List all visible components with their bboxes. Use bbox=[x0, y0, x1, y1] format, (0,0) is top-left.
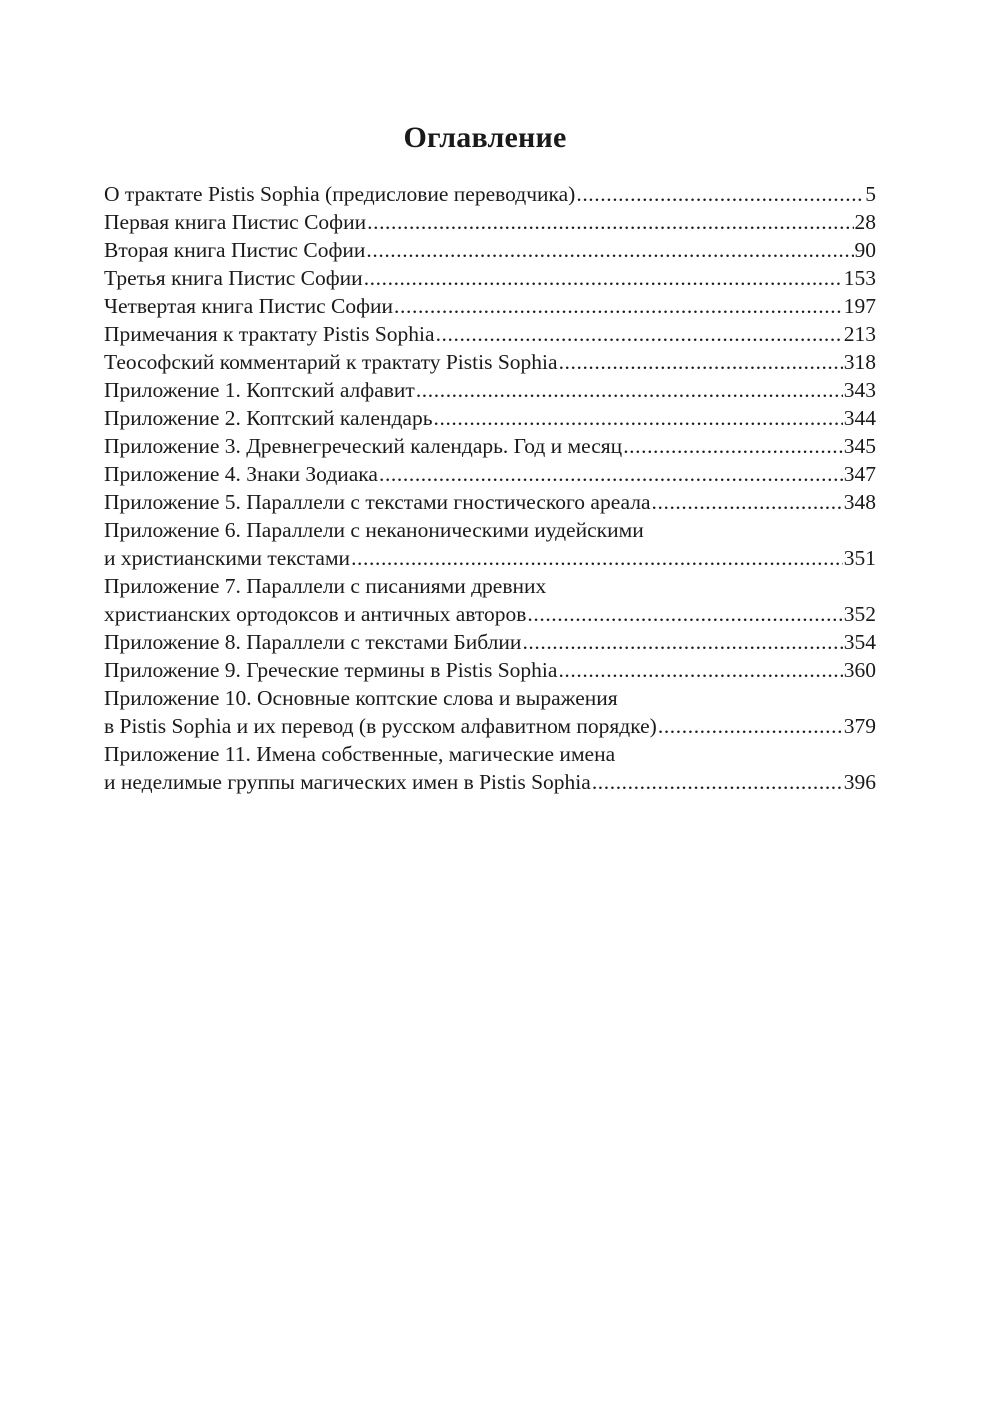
dot-leader bbox=[367, 208, 853, 236]
toc-entry-line bbox=[104, 180, 876, 208]
toc-entry-line bbox=[104, 432, 876, 460]
toc-entry[interactable] bbox=[104, 684, 876, 740]
toc-page-number: 90 bbox=[854, 238, 876, 262]
toc-entry-line bbox=[104, 292, 876, 320]
dot-leader bbox=[394, 292, 843, 320]
dot-leader bbox=[364, 264, 843, 292]
toc-entry[interactable] bbox=[104, 572, 876, 628]
toc-entry-title: Четвертая книга Пистис Софии bbox=[104, 294, 394, 318]
toc-entry-line bbox=[104, 488, 876, 516]
toc-entry-line bbox=[104, 404, 876, 432]
toc-entry[interactable] bbox=[104, 264, 876, 292]
dot-leader bbox=[559, 348, 843, 376]
dot-leader bbox=[416, 376, 843, 404]
toc-page-number: 347 bbox=[843, 462, 876, 486]
dot-leader bbox=[522, 628, 842, 656]
toc-page-number: 213 bbox=[843, 322, 876, 346]
toc-entry[interactable] bbox=[104, 488, 876, 516]
toc-entry-title: Приложение 1. Коптский алфавит bbox=[104, 378, 415, 402]
toc-page-number: 153 bbox=[843, 266, 876, 290]
dot-leader bbox=[366, 236, 853, 264]
toc-entry[interactable] bbox=[104, 348, 876, 376]
toc-page-number: 343 bbox=[843, 378, 876, 402]
dot-leader bbox=[658, 712, 843, 740]
toc-entry-title: христианских ортодоксов и античных авторов bbox=[104, 602, 527, 626]
dot-leader bbox=[436, 320, 843, 348]
toc-entry-title: Приложение 4. Знаки Зодиака bbox=[104, 462, 378, 486]
toc-entry-title-line: Приложение 7. Параллели с писаниями древних bbox=[104, 574, 547, 598]
table-of-contents bbox=[104, 180, 876, 796]
toc-page-number: 318 bbox=[843, 350, 876, 374]
toc-page-number: 348 bbox=[843, 490, 876, 514]
toc-page-number: 360 bbox=[843, 658, 876, 682]
toc-entry-title: в Pistis Sophia и их перевод (в русском алфавитном порядке) bbox=[104, 714, 657, 738]
dot-leader bbox=[623, 432, 843, 460]
dot-leader bbox=[527, 600, 842, 628]
toc-entry[interactable] bbox=[104, 740, 876, 796]
toc-entry-title: Третья книга Пистис Софии bbox=[104, 266, 363, 290]
toc-page-number: 197 bbox=[843, 294, 876, 318]
toc-entry[interactable] bbox=[104, 320, 876, 348]
dot-leader bbox=[576, 180, 864, 208]
toc-entry-title-line: Приложение 10. Основные коптские слова и выражения bbox=[104, 686, 618, 710]
toc-entry[interactable] bbox=[104, 656, 876, 684]
dot-leader bbox=[351, 544, 843, 572]
toc-entry-line bbox=[104, 628, 876, 656]
toc-entry-first-line bbox=[104, 516, 876, 544]
toc-entry-title: и христианскими текстами bbox=[104, 546, 351, 570]
toc-entry-line bbox=[104, 208, 876, 236]
toc-entry-title: Приложение 2. Коптский календарь bbox=[104, 406, 433, 430]
toc-entry-first-line bbox=[104, 684, 876, 712]
toc-entry-title: О трактате Pistis Sophia (предисловие переводчика) bbox=[104, 182, 576, 206]
toc-entry[interactable] bbox=[104, 460, 876, 488]
toc-entry-title: Теософский комментарий к трактату Pistis Sophia bbox=[104, 350, 558, 374]
toc-entry-title: Приложение 9. Греческие термины в Pistis Sophia bbox=[104, 658, 558, 682]
toc-entry-line bbox=[104, 460, 876, 488]
toc-entry[interactable] bbox=[104, 516, 876, 572]
page-title: Оглавление bbox=[403, 121, 567, 154]
toc-entry-title-line: Приложение 6. Параллели с неканоническими иудейскими bbox=[104, 518, 644, 542]
toc-entry[interactable] bbox=[104, 628, 876, 656]
toc-entry-line bbox=[104, 236, 876, 264]
toc-entry-line bbox=[104, 712, 876, 740]
toc-entry[interactable] bbox=[104, 208, 876, 236]
toc-entry-title-line: Приложение 11. Имена собственные, магические имена bbox=[104, 742, 616, 766]
toc-page-number: 28 bbox=[854, 210, 876, 234]
toc-entry-line bbox=[104, 600, 876, 628]
toc-entry-first-line bbox=[104, 572, 876, 600]
toc-page-number: 5 bbox=[865, 182, 876, 206]
toc-page-number: 351 bbox=[843, 546, 876, 570]
toc-entry[interactable] bbox=[104, 180, 876, 208]
toc-entry-title: Приложение 3. Древнегреческий календарь. Год и месяц bbox=[104, 434, 623, 458]
toc-page-number: 354 bbox=[843, 630, 876, 654]
toc-entry-line bbox=[104, 768, 876, 796]
toc-entry[interactable] bbox=[104, 292, 876, 320]
toc-entry-title: Первая книга Пистис Софии bbox=[104, 210, 367, 234]
toc-page-number: 352 bbox=[843, 602, 876, 626]
toc-entry-title: Приложение 5. Параллели с текстами гностического ареала bbox=[104, 490, 651, 514]
toc-entry-line bbox=[104, 656, 876, 684]
toc-page-number: 396 bbox=[843, 770, 876, 794]
toc-entry[interactable] bbox=[104, 432, 876, 460]
toc-page-number: 379 bbox=[843, 714, 876, 738]
toc-entry-line bbox=[104, 376, 876, 404]
toc-entry-first-line bbox=[104, 740, 876, 768]
toc-entry-line bbox=[104, 320, 876, 348]
toc-entry-title: Примечания к трактату Pistis Sophia bbox=[104, 322, 435, 346]
toc-entry-title: Вторая книга Пистис Софии bbox=[104, 238, 366, 262]
dot-leader bbox=[592, 768, 843, 796]
toc-entry-title: Приложение 8. Параллели с текстами Библии bbox=[104, 630, 522, 654]
toc-entry-line bbox=[104, 264, 876, 292]
toc-entry[interactable] bbox=[104, 376, 876, 404]
dot-leader bbox=[652, 488, 843, 516]
toc-page-number: 344 bbox=[843, 406, 876, 430]
dot-leader bbox=[379, 460, 843, 488]
toc-entry-line bbox=[104, 544, 876, 572]
toc-entry[interactable] bbox=[104, 236, 876, 264]
dot-leader bbox=[434, 404, 843, 432]
toc-entry-line bbox=[104, 348, 876, 376]
toc-entry-title: и неделимые группы магических имен в Pistis Sophia bbox=[104, 770, 591, 794]
toc-entry[interactable] bbox=[104, 404, 876, 432]
toc-page-number: 345 bbox=[843, 434, 876, 458]
dot-leader bbox=[558, 656, 842, 684]
